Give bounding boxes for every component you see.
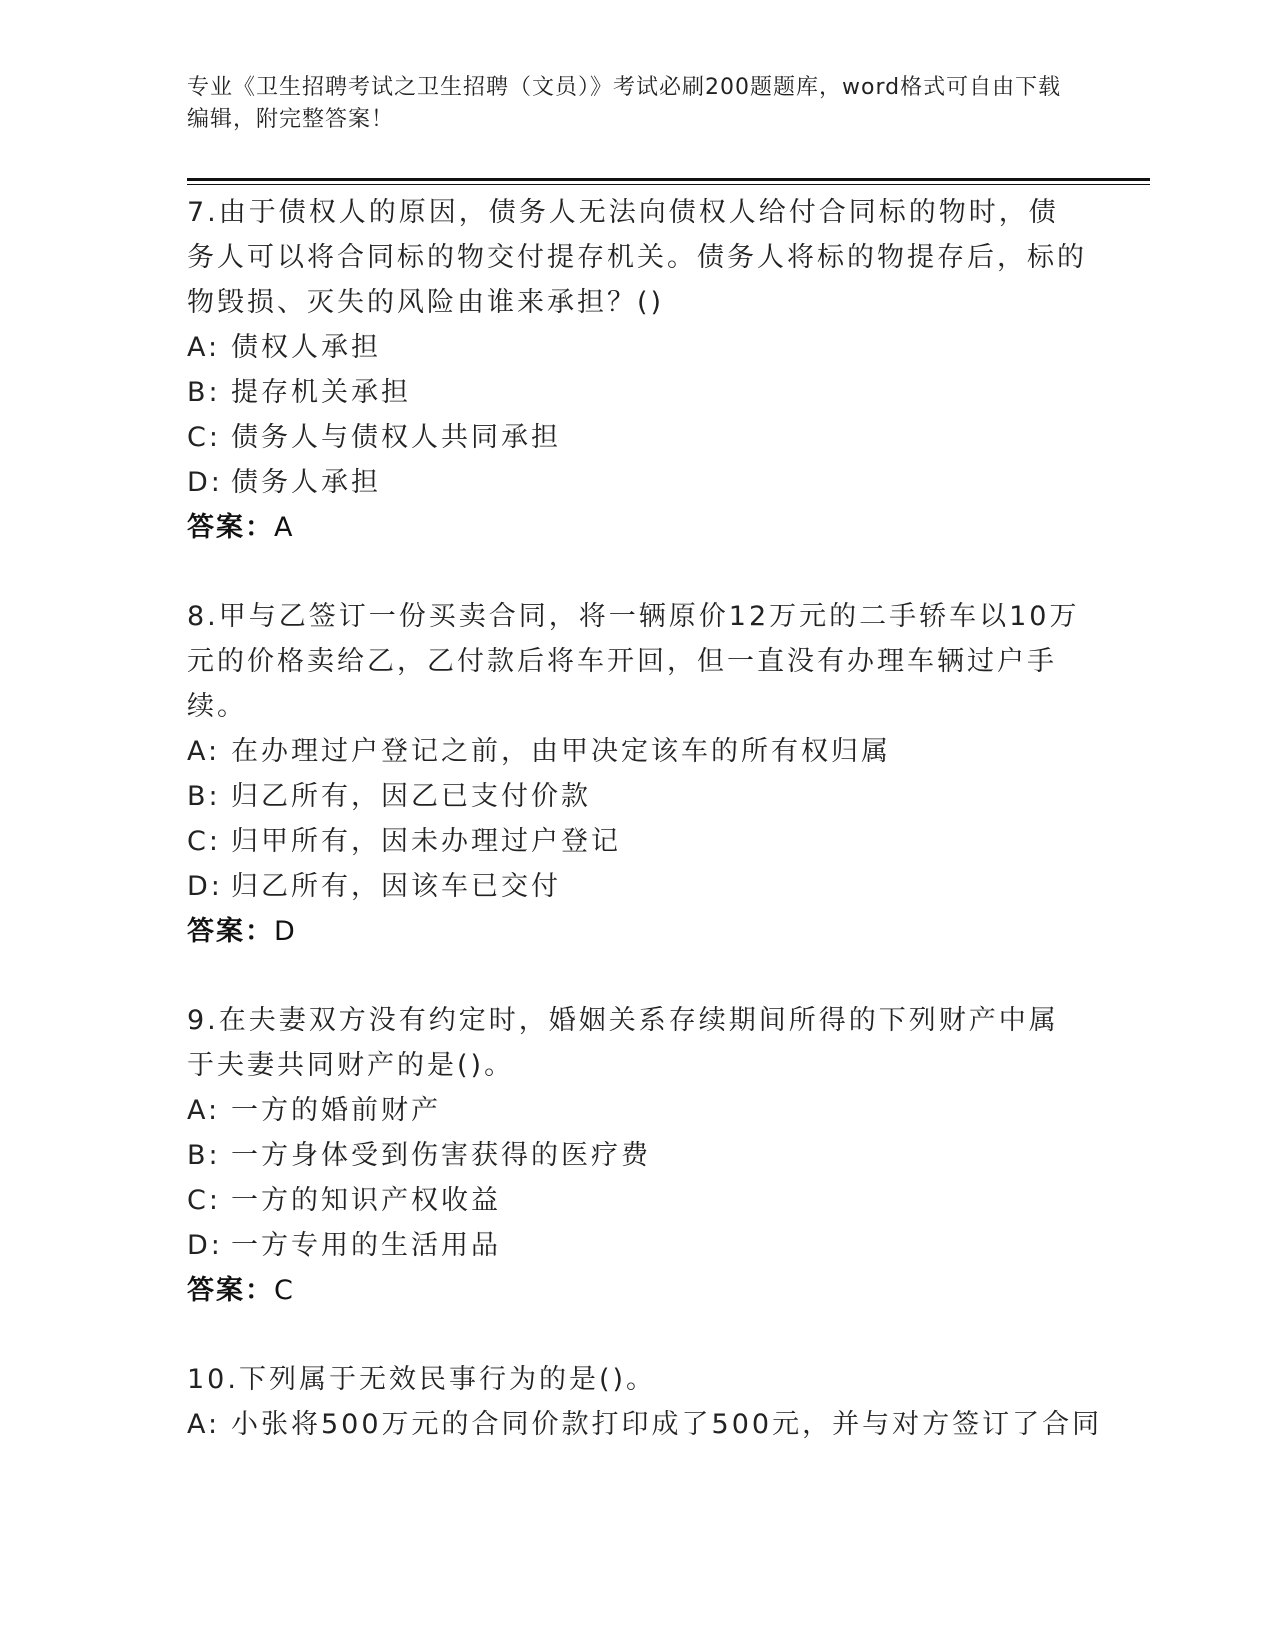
option-text: 归乙所有，因乙已支付价款 xyxy=(231,781,591,812)
option-text: 一方专用的生活用品 xyxy=(231,1230,501,1261)
option-letter: D: xyxy=(187,1230,223,1261)
option-c xyxy=(187,1178,1087,1223)
option-letter: A: xyxy=(187,736,221,767)
answer-value: C xyxy=(274,1275,295,1306)
option-letter: D: xyxy=(187,467,223,498)
header-rule-thin xyxy=(187,184,1150,185)
answer-label: 答案： xyxy=(187,512,274,543)
option-a xyxy=(187,729,1087,774)
option-a xyxy=(187,1088,1087,1133)
option-text: 一方的婚前财产 xyxy=(231,1095,441,1126)
answer-line xyxy=(187,909,1087,954)
option-a xyxy=(187,1402,1103,1447)
option-letter: A: xyxy=(187,1409,221,1440)
option-text: 债务人与债权人共同承担 xyxy=(231,422,561,453)
option-letter: B: xyxy=(187,781,221,812)
answer-label: 答案： xyxy=(187,1275,274,1306)
option-text: 归甲所有，因未办理过户登记 xyxy=(231,826,621,857)
option-d xyxy=(187,460,1087,505)
question-9 xyxy=(187,998,1087,1313)
question-8 xyxy=(187,594,1087,954)
option-a xyxy=(187,325,1087,370)
answer-value: A xyxy=(274,512,295,543)
answer-value: D xyxy=(274,916,297,947)
question-7 xyxy=(187,190,1087,550)
option-b xyxy=(187,774,1087,819)
option-letter: C: xyxy=(187,422,221,453)
option-letter: C: xyxy=(187,826,221,857)
option-d xyxy=(187,864,1087,909)
option-b xyxy=(187,370,1087,415)
option-text: 债权人承担 xyxy=(231,332,381,363)
option-text: 一方的知识产权收益 xyxy=(231,1185,501,1216)
question-10 xyxy=(187,1357,1103,1447)
question-text: 10.下列属于无效民事行为的是()。 xyxy=(187,1364,657,1395)
question-text: 9.在夫妻双方没有约定时，婚姻关系存续期间所得的下列财产中属于夫妻共同财产的是()。 xyxy=(187,1005,1059,1081)
option-text: 债务人承担 xyxy=(231,467,381,498)
option-c xyxy=(187,819,1087,864)
option-letter: B: xyxy=(187,1140,221,1171)
option-text: 在办理过户登记之前，由甲决定该车的所有权归属 xyxy=(231,736,891,767)
option-d xyxy=(187,1223,1087,1268)
answer-line xyxy=(187,505,1087,550)
option-b xyxy=(187,1133,1087,1178)
option-text: 一方身体受到伤害获得的医疗费 xyxy=(231,1140,651,1171)
document-header: 专业《卫生招聘考试之卫生招聘（文员）》考试必刷200题题库，word格式可自由下载编辑，附完整答案！ xyxy=(187,75,1062,132)
option-text: 提存机关承担 xyxy=(231,377,411,408)
question-list xyxy=(187,190,1103,1491)
option-text: 归乙所有，因该车已交付 xyxy=(231,871,561,902)
question-text: 8.甲与乙签订一份买卖合同，将一辆原价12万元的二手轿车以10万元的价格卖给乙，乙付款后将车开回，但一直没有办理车辆过户手续。 xyxy=(187,601,1080,722)
question-text: 7.由于债权人的原因，债务人无法向债权人给付合同标的物时，债务人可以将合同标的物交付提存机关。债务人将标的物提存后，标的物毁损、灭失的风险由谁来承担？() xyxy=(187,197,1087,318)
option-letter: D: xyxy=(187,871,223,902)
option-c xyxy=(187,415,1087,460)
option-letter: A: xyxy=(187,332,221,363)
option-text: 小张将500万元的合同价款打印成了500元，并与对方签订了合同 xyxy=(231,1409,1103,1440)
option-letter: B: xyxy=(187,377,221,408)
option-letter: A: xyxy=(187,1095,221,1126)
header-rule-thick xyxy=(187,178,1150,181)
answer-line xyxy=(187,1268,1087,1313)
answer-label: 答案： xyxy=(187,916,274,947)
option-letter: C: xyxy=(187,1185,221,1216)
